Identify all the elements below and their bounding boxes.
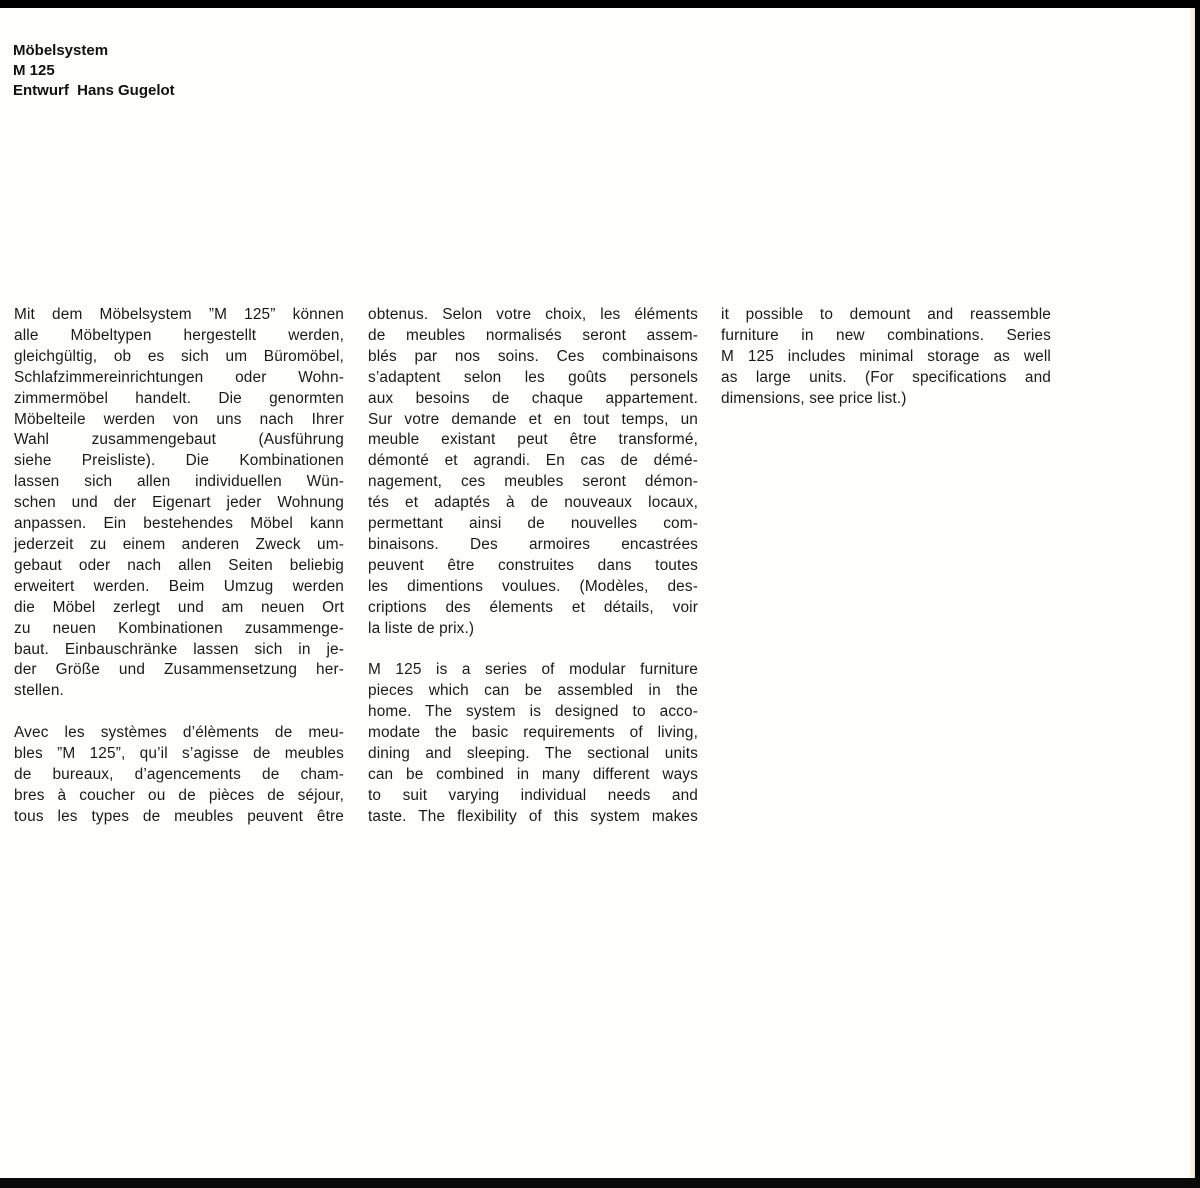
text-line: peuvent être construites dans toutes: [368, 556, 698, 574]
text-line: schen und der Eigenart jeder Wohnung: [14, 494, 344, 512]
text-line: bres à coucher ou de pièces de séjour,: [14, 786, 344, 804]
text-line: gleichgültig, ob es sich um Büromöbel,: [14, 347, 344, 365]
page-edge: [1190, 8, 1194, 1178]
text-line: Avec les systèmes d’élèments de meu-: [14, 724, 344, 742]
text-line: aux besoins de chaque appartement.: [368, 389, 698, 407]
text-line: it possible to demount and reassemble: [721, 306, 1051, 323]
text-line: tous les types de meubles peuvent être: [14, 807, 344, 825]
text-line: Sur votre demande et en tout temps, un: [368, 410, 698, 428]
text-line: can be combined in many different ways: [368, 765, 698, 783]
scan-border: [0, 1178, 1200, 1188]
text-line: erweitert werden. Beim Umzug werden: [14, 577, 344, 595]
text-line: s’adaptent selon les goûts personels: [368, 368, 698, 386]
header-title: Möbelsystem: [13, 42, 109, 59]
text-line: blés par nos soins. Ces combinaisons: [368, 347, 698, 365]
text-line: lassen sich allen individuellen Wün-: [14, 473, 344, 491]
text-line: bles ”M 125”, qu’il s’agisse de meubles: [14, 745, 344, 763]
text-line: siehe Preisliste). Die Kombinationen: [14, 452, 344, 470]
paragraph: [721, 305, 1051, 410]
text-line: criptions des élements et détails, voir: [368, 598, 698, 616]
text-line: Wahl zusammengebaut (Ausführung: [14, 431, 344, 449]
text-line: permettant ainsi de nouvelles com-: [368, 515, 698, 533]
text-column-3: [721, 305, 1051, 410]
text-line: meuble existant peut être transformé,: [368, 431, 698, 449]
text-line: tés et adaptés à de nouveaux locaux,: [368, 494, 698, 512]
text-line: zimmermöbel handelt. Die genormten: [14, 389, 344, 407]
text-line: dining and sleeping. The sectional units: [368, 745, 698, 763]
text-line: furniture in new combinations. Series: [721, 326, 1051, 344]
text-line: jederzeit zu einem anderen Zweck um-: [14, 535, 344, 553]
text-line: alle Möbeltypen hergestellt werden,: [14, 326, 344, 344]
paragraph: [368, 660, 698, 827]
text-line: Mit dem Möbelsystem ”M 125” können: [14, 306, 344, 323]
document-page: [0, 8, 1195, 1178]
text-line: die Möbel zerlegt und am neuen Ort: [14, 598, 344, 616]
text-line: démonté et agrandi. En cas de démé-: [368, 452, 698, 470]
text-line: nagement, ces meubles seront démon-: [368, 473, 698, 491]
text-line: binaisons. Des armoires encastrées: [368, 535, 698, 553]
text-line: zu neuen Kombinationen zusammenge-: [14, 619, 344, 637]
text-line: anpassen. Ein bestehendes Möbel kann: [14, 515, 344, 533]
text-line: Möbelteile werden von uns nach Ihrer: [14, 410, 344, 428]
paragraph: [14, 723, 344, 828]
text-line: obtenus. Selon votre choix, les éléments: [368, 306, 698, 323]
text-line: gebaut oder nach allen Seiten beliebig: [14, 556, 344, 574]
text-line: as large units. (For specifications and: [721, 368, 1051, 386]
text-line: les dimentions voulues. (Modèles, des-: [368, 577, 698, 595]
text-line: pieces which can be assembled in the: [368, 682, 698, 700]
paragraph: [368, 305, 698, 640]
header-model: M 125: [13, 62, 55, 79]
text-line: der Größe und Zusammensetzung her-: [14, 661, 344, 679]
text-line: M 125 includes minimal storage as well: [721, 347, 1051, 365]
text-line: M 125 is a series of modular furniture: [368, 661, 698, 679]
text-line: stellen.: [14, 682, 64, 700]
text-line: de meubles normalisés seront assem-: [368, 326, 698, 344]
text-column-2: [368, 305, 698, 828]
text-line: modate the basic requirements of living,: [368, 724, 698, 742]
header-designer: Entwurf Hans Gugelot: [13, 82, 175, 99]
text-column-1: [14, 305, 344, 828]
text-line: Schlafzimmereinrichtungen oder Wohn-: [14, 368, 344, 386]
text-line: dimensions, see price list.): [721, 389, 907, 407]
text-line: to suit varying individual needs and: [368, 786, 698, 804]
text-line: taste. The flexibility of this system makes: [368, 807, 698, 825]
page-header: [13, 41, 175, 101]
paragraph: [14, 305, 344, 702]
text-line: de bureaux, d’agencements de cham-: [14, 765, 344, 783]
text-line: home. The system is designed to acco-: [368, 703, 698, 721]
text-line: la liste de prix.): [368, 619, 475, 637]
text-line: baut. Einbauschränke lassen sich in je-: [14, 640, 344, 658]
